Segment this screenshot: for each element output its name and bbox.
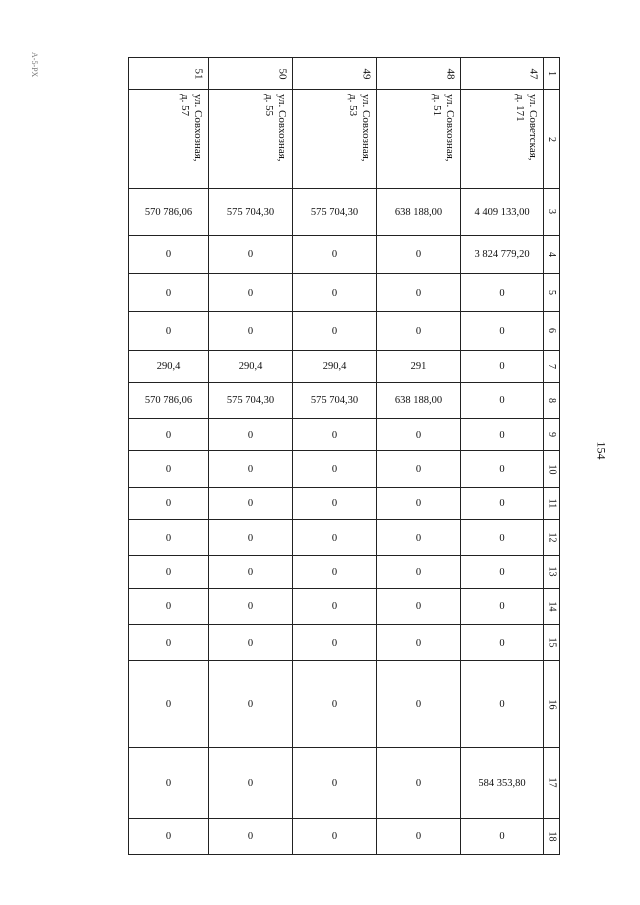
value: 0 [247, 287, 254, 299]
value-cell [209, 818, 293, 854]
value-cell [461, 556, 544, 588]
value: 575 704,30 [310, 395, 359, 407]
address-cell [461, 90, 544, 189]
value: 0 [247, 699, 254, 711]
table-row [129, 58, 560, 90]
column-index-cell [544, 235, 560, 273]
value-cell [209, 520, 293, 556]
column-index-cell [544, 487, 560, 519]
value-cell [129, 818, 209, 854]
value-cell [209, 382, 293, 418]
value: 0 [165, 699, 172, 711]
column-index: 13 [546, 566, 557, 577]
value-cell [461, 624, 544, 660]
column-index-cell [544, 520, 560, 556]
value-cell [377, 419, 461, 451]
value-cell [461, 382, 544, 418]
column-index: 1 [546, 71, 557, 77]
corner-mark: A-5-PX [30, 52, 39, 78]
column-index-cell [544, 451, 560, 487]
value: 0 [247, 601, 254, 613]
record-number: 50 [276, 68, 289, 80]
value: 570 786,06 [144, 395, 193, 407]
value: 575 704,30 [226, 395, 275, 407]
value-cell [129, 451, 209, 487]
value-cell [377, 624, 461, 660]
table-row [129, 189, 560, 235]
value-cell [129, 350, 209, 382]
value-cell [461, 312, 544, 350]
value: 0 [331, 464, 338, 476]
column-index-cell [544, 588, 560, 624]
value-cell [293, 451, 377, 487]
value-cell [293, 818, 377, 854]
column-index: 16 [546, 699, 557, 710]
column-index: 2 [546, 136, 557, 142]
value-cell [293, 189, 377, 235]
table-row [129, 520, 560, 556]
column-index: 15 [546, 637, 557, 648]
table-row [129, 451, 560, 487]
value: 0 [331, 287, 338, 299]
value: 0 [415, 566, 422, 578]
table-row [129, 588, 560, 624]
value-cell [461, 588, 544, 624]
value-cell [377, 273, 461, 311]
value: 4 409 133,00 [474, 206, 530, 218]
column-index: 8 [546, 397, 557, 403]
value: 0 [499, 395, 505, 407]
column-index: 9 [546, 432, 557, 438]
address: ул. Совхозная, д. 53 [347, 94, 372, 162]
value: 290,4 [156, 361, 181, 373]
record-number: 49 [360, 68, 373, 80]
record-number: 47 [527, 68, 540, 80]
value-cell [129, 661, 209, 748]
value: 0 [499, 532, 505, 544]
page-number: 154 [594, 441, 609, 460]
value: 570 786,06 [144, 206, 193, 218]
value-cell [293, 747, 377, 818]
value-cell [129, 747, 209, 818]
value-cell [461, 235, 544, 273]
value-cell [293, 382, 377, 418]
address-cell [293, 90, 377, 189]
value: 0 [499, 361, 505, 373]
value: 575 704,30 [226, 206, 275, 218]
column-index: 10 [546, 464, 557, 475]
value-cell [293, 520, 377, 556]
value-cell [129, 235, 209, 273]
value: 638 188,00 [394, 206, 443, 218]
record-number: 51 [192, 68, 205, 80]
column-index: 4 [546, 251, 557, 257]
value-cell [209, 624, 293, 660]
value-cell [129, 189, 209, 235]
value-cell [209, 273, 293, 311]
value: 0 [415, 777, 422, 789]
value: 0 [415, 287, 422, 299]
value-cell [461, 189, 544, 235]
value: 0 [165, 287, 172, 299]
column-index-cell [544, 58, 560, 90]
column-index-cell [544, 818, 560, 854]
value: 0 [331, 249, 338, 261]
value-cell [209, 451, 293, 487]
value-cell [461, 273, 544, 311]
value: 0 [415, 464, 422, 476]
column-index: 14 [546, 601, 557, 612]
value-cell [377, 818, 461, 854]
value-cell [293, 350, 377, 382]
value: 0 [247, 249, 254, 261]
value-cell [129, 312, 209, 350]
column-index: 7 [546, 363, 557, 369]
value-cell [377, 451, 461, 487]
value: 0 [165, 325, 172, 337]
value: 0 [247, 325, 254, 337]
value: 0 [247, 532, 254, 544]
table-row [129, 556, 560, 588]
column-index-cell [544, 747, 560, 818]
value-cell [377, 350, 461, 382]
value: 0 [165, 601, 172, 613]
column-index-cell [544, 624, 560, 660]
table-row [129, 382, 560, 418]
value: 584 353,80 [478, 777, 526, 789]
value: 0 [165, 566, 172, 578]
address: ул. Советская, д. 171 [514, 94, 539, 161]
value-cell [129, 588, 209, 624]
value-cell [461, 451, 544, 487]
value-cell [377, 588, 461, 624]
value-cell [293, 419, 377, 451]
value-cell [209, 419, 293, 451]
column-index: 18 [546, 831, 557, 842]
table-row [129, 661, 560, 748]
address: ул. Совхозная, д. 51 [431, 94, 456, 162]
column-index-cell [544, 556, 560, 588]
column-index: 3 [546, 209, 557, 215]
record-number-cell [461, 58, 544, 90]
value-cell [293, 312, 377, 350]
value: 0 [331, 498, 338, 510]
value: 0 [165, 532, 172, 544]
value-cell [129, 487, 209, 519]
value: 0 [415, 637, 422, 649]
value: 0 [165, 831, 172, 843]
address: ул. Совхозная, д. 55 [263, 94, 288, 162]
value: 0 [499, 429, 505, 441]
value-cell [209, 588, 293, 624]
address: ул. Совхозная, д. 57 [179, 94, 204, 162]
value: 0 [165, 637, 172, 649]
value: 0 [499, 464, 505, 476]
record-number-cell [129, 58, 209, 90]
value-cell [293, 624, 377, 660]
table-row [129, 419, 560, 451]
column-index-cell [544, 189, 560, 235]
record-number: 48 [444, 68, 457, 80]
value: 0 [415, 249, 422, 261]
address-cell [129, 90, 209, 189]
table-row [129, 90, 560, 189]
value: 291 [410, 361, 427, 373]
value: 575 704,30 [310, 206, 359, 218]
value: 0 [499, 637, 505, 649]
value-cell [209, 350, 293, 382]
value-cell [461, 661, 544, 748]
column-index-cell [544, 419, 560, 451]
value: 0 [331, 601, 338, 613]
value: 290,4 [238, 361, 263, 373]
value-cell [129, 556, 209, 588]
value-cell [209, 556, 293, 588]
value: 0 [247, 429, 254, 441]
value-cell [129, 419, 209, 451]
value-cell [377, 235, 461, 273]
table-row [129, 624, 560, 660]
value-cell [377, 312, 461, 350]
value: 0 [247, 498, 254, 510]
value-cell [461, 350, 544, 382]
value-cell [293, 487, 377, 519]
value: 290,4 [322, 361, 347, 373]
value: 0 [247, 566, 254, 578]
column-index: 12 [546, 532, 557, 543]
value: 0 [165, 498, 172, 510]
value: 0 [165, 429, 172, 441]
value-cell [209, 661, 293, 748]
value: 0 [331, 699, 338, 711]
value-cell [461, 747, 544, 818]
value-cell [377, 747, 461, 818]
value-cell [461, 520, 544, 556]
value-cell [293, 588, 377, 624]
value: 0 [165, 464, 172, 476]
value: 0 [499, 601, 505, 613]
value: 0 [415, 699, 422, 711]
value: 0 [165, 777, 172, 789]
data-table [128, 57, 560, 855]
table-row [129, 273, 560, 311]
table-row [129, 350, 560, 382]
column-index-cell [544, 273, 560, 311]
table-row [129, 235, 560, 273]
value: 0 [415, 831, 422, 843]
value: 638 188,00 [394, 395, 443, 407]
value: 0 [331, 325, 338, 337]
column-index: 5 [546, 290, 557, 296]
value: 0 [331, 566, 338, 578]
value-cell [209, 487, 293, 519]
value-cell [377, 382, 461, 418]
address-cell [209, 90, 293, 189]
value: 0 [415, 325, 422, 337]
value: 0 [499, 831, 505, 843]
value: 0 [415, 429, 422, 441]
value: 0 [415, 601, 422, 613]
value-cell [377, 520, 461, 556]
value-cell [209, 189, 293, 235]
value-cell [209, 235, 293, 273]
value: 0 [331, 777, 338, 789]
value: 0 [247, 637, 254, 649]
column-index: 17 [546, 777, 557, 788]
value: 0 [247, 464, 254, 476]
column-index-cell [544, 350, 560, 382]
column-index-cell [544, 90, 560, 189]
value: 0 [415, 498, 422, 510]
value-cell [293, 661, 377, 748]
value-cell [377, 189, 461, 235]
table-row [129, 312, 560, 350]
value-cell [129, 624, 209, 660]
value: 0 [165, 249, 172, 261]
value-cell [129, 520, 209, 556]
value-cell [293, 273, 377, 311]
table-row [129, 747, 560, 818]
value-cell [129, 273, 209, 311]
value-cell [377, 487, 461, 519]
table-row [129, 818, 560, 854]
value-cell [461, 487, 544, 519]
record-number-cell [293, 58, 377, 90]
record-number-cell [209, 58, 293, 90]
value: 0 [331, 831, 338, 843]
value: 0 [499, 699, 505, 711]
value: 0 [247, 777, 254, 789]
column-index: 11 [545, 498, 557, 509]
column-index-cell [544, 661, 560, 748]
value-cell [209, 312, 293, 350]
column-index-cell [544, 382, 560, 418]
value-cell [209, 747, 293, 818]
value: 0 [331, 429, 338, 441]
value: 0 [415, 532, 422, 544]
value-cell [377, 556, 461, 588]
value-cell [293, 556, 377, 588]
value: 0 [499, 325, 505, 337]
column-index-cell [544, 312, 560, 350]
value: 0 [499, 498, 505, 510]
value: 3 824 779,20 [474, 249, 530, 261]
value-cell [461, 818, 544, 854]
value-cell [377, 661, 461, 748]
value-cell [129, 382, 209, 418]
value-cell [293, 235, 377, 273]
address-cell [377, 90, 461, 189]
column-index: 6 [546, 328, 557, 334]
value: 0 [331, 637, 338, 649]
table-row [129, 487, 560, 519]
value: 0 [331, 532, 338, 544]
value-cell [461, 419, 544, 451]
value: 0 [247, 831, 254, 843]
record-number-cell [377, 58, 461, 90]
value: 0 [499, 287, 505, 299]
value: 0 [499, 566, 505, 578]
